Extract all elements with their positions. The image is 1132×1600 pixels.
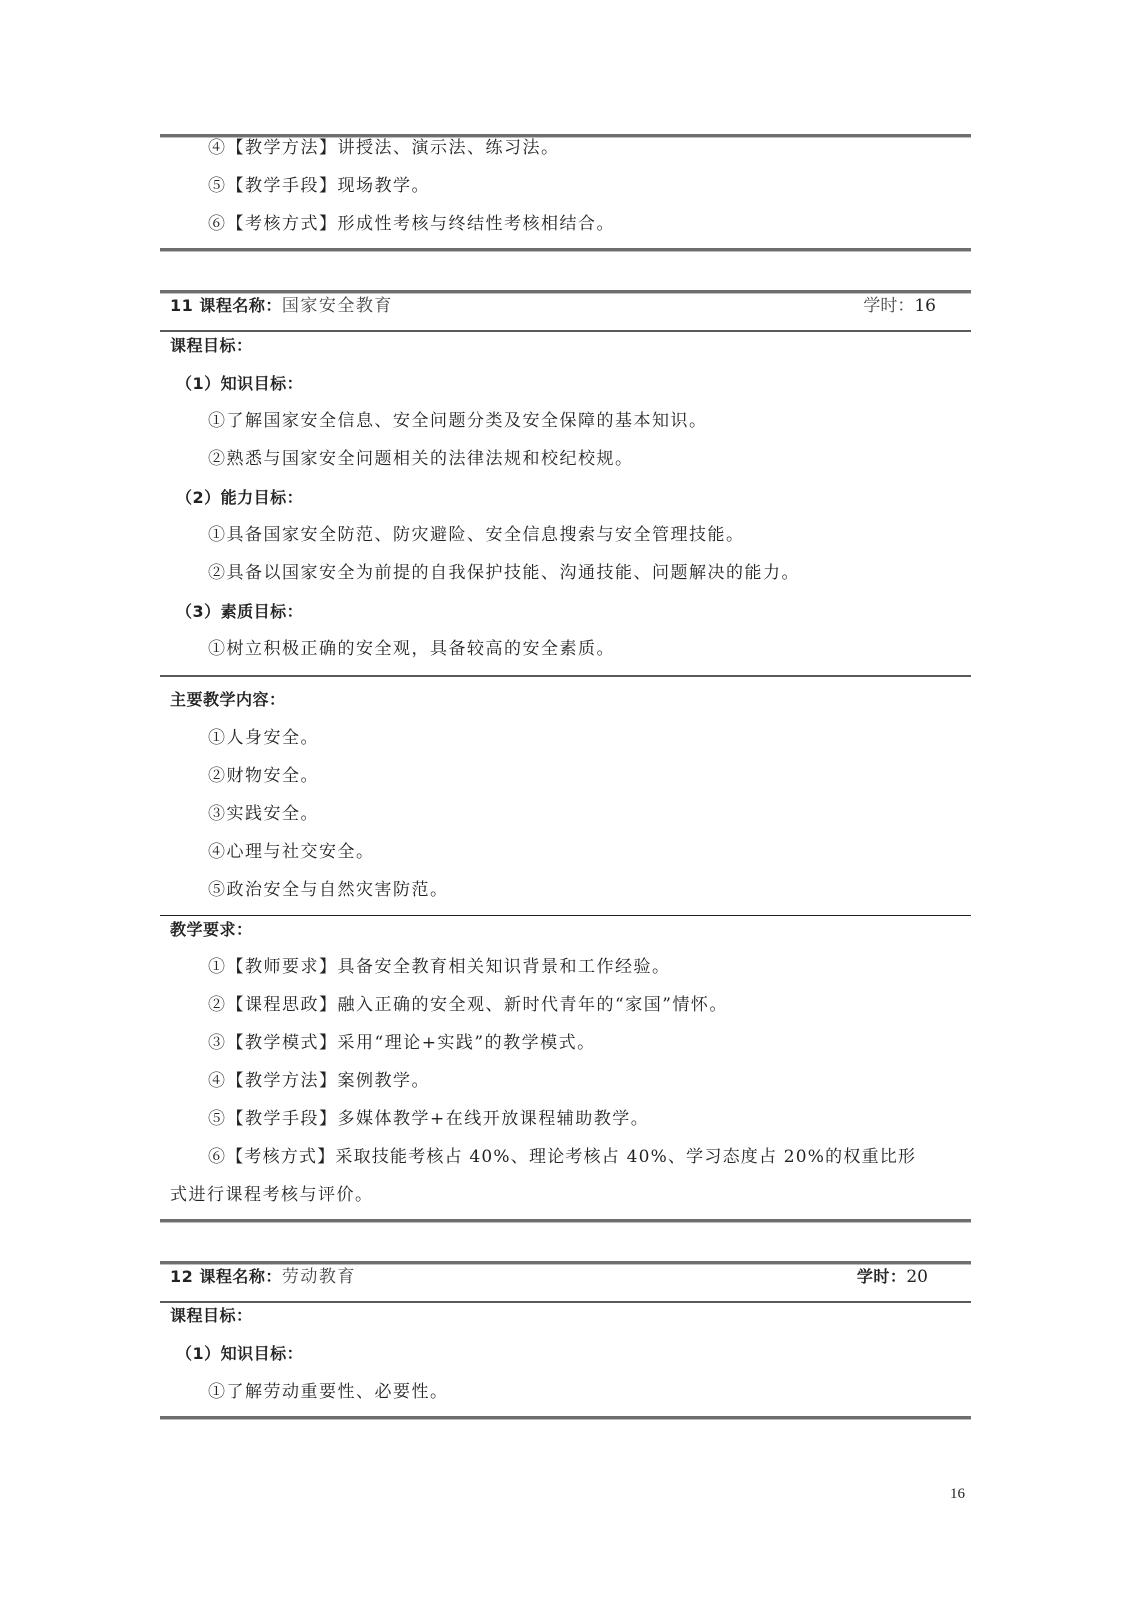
page-number: 16 (950, 1486, 965, 1502)
course11-hours-label: 学时： (863, 296, 915, 316)
course11-quality-item: ①树立积极正确的安全观，具备较高的安全素质。 (208, 639, 615, 659)
course12-goals-heading: 课程目标： (170, 1306, 253, 1325)
prev-item-5: ⑤【教学手段】现场教学。 (208, 176, 430, 196)
course11-content-item: ④心理与社交安全。 (208, 842, 375, 862)
prev-item-4: ④【教学方法】讲授法、演示法、练习法。 (208, 138, 560, 158)
course11-quality-heading: （3）素质目标： (176, 602, 304, 621)
course11-border-bottom (160, 1219, 971, 1223)
course11-name: 国家安全教育 (281, 296, 393, 316)
course11-content-divider (160, 915, 971, 916)
course11-number-label: 11 课程名称： (170, 296, 282, 315)
course11-requirement-item: ②【课程思政】融入正确的安全观、新时代青年的“家国”情怀。 (208, 995, 728, 1015)
course11-requirement-item-cont: 式进行课程考核与评价。 (170, 1185, 374, 1205)
course12-hours-label: 学时： (856, 1267, 907, 1286)
course11-requirement-item: ⑤【教学手段】多媒体教学+在线开放课程辅助教学。 (208, 1109, 650, 1129)
course12-number-label: 12 课程名称： (170, 1267, 282, 1286)
course11-content-item: ⑤政治安全与自然灾害防范。 (208, 880, 449, 900)
prev-item-6: ⑥【考核方式】形成性考核与终结性考核相结合。 (208, 214, 615, 234)
course11-requirement-item: ⑥【考核方式】采取技能考核占 40%、理论考核占 40%、学习态度占 20%的权重比形 (208, 1147, 917, 1167)
course12-hours (857, 1266, 928, 1288)
course12-title-divider (160, 1301, 971, 1303)
course11-goals-divider (160, 675, 971, 677)
course11-border-top (160, 290, 971, 294)
course12-title-row (170, 1266, 356, 1288)
course11-content-item: ②财物安全。 (208, 766, 319, 786)
course12-hours-value: 20 (906, 1267, 928, 1287)
course11-ability-heading: （2）能力目标： (176, 488, 304, 507)
course11-requirement-item: ③【教学模式】采用“理论+实践”的教学模式。 (208, 1033, 596, 1053)
course11-goals-heading: 课程目标： (170, 336, 253, 355)
course12-name: 劳动教育 (281, 1267, 356, 1287)
course11-hours (863, 295, 936, 317)
course11-knowledge-item: ②熟悉与国家安全问题相关的法律法规和校纪校规。 (208, 449, 634, 469)
course11-requirement-item: ④【教学方法】案例教学。 (208, 1071, 430, 1091)
course11-title-divider (160, 330, 971, 332)
course11-requirements-heading: 教学要求： (170, 920, 253, 939)
course12-border-bottom (160, 1416, 971, 1420)
course11-hours-value: 16 (914, 296, 936, 316)
course11-requirement-item: ①【教师要求】具备安全教育相关知识背景和工作经验。 (208, 957, 671, 977)
course11-knowledge-item: ①了解国家安全信息、安全问题分类及安全保障的基本知识。 (208, 411, 708, 431)
course11-title-row (170, 295, 393, 317)
table-border-bottom (160, 248, 971, 252)
course11-content-heading: 主要教学内容： (170, 690, 286, 709)
course12-knowledge-item: ①了解劳动重要性、必要性。 (208, 1382, 449, 1402)
course11-content-item: ①人身安全。 (208, 728, 319, 748)
course11-content-item: ③实践安全。 (208, 804, 319, 824)
course11-ability-item: ①具备国家安全防范、防灾避险、安全信息搜索与安全管理技能。 (208, 525, 745, 545)
course12-border-top (160, 1261, 971, 1265)
course11-ability-item: ②具备以国家安全为前提的自我保护技能、沟通技能、问题解决的能力。 (208, 563, 800, 583)
course12-knowledge-heading: （1）知识目标： (176, 1344, 304, 1363)
course11-knowledge-heading: （1）知识目标： (176, 374, 304, 393)
